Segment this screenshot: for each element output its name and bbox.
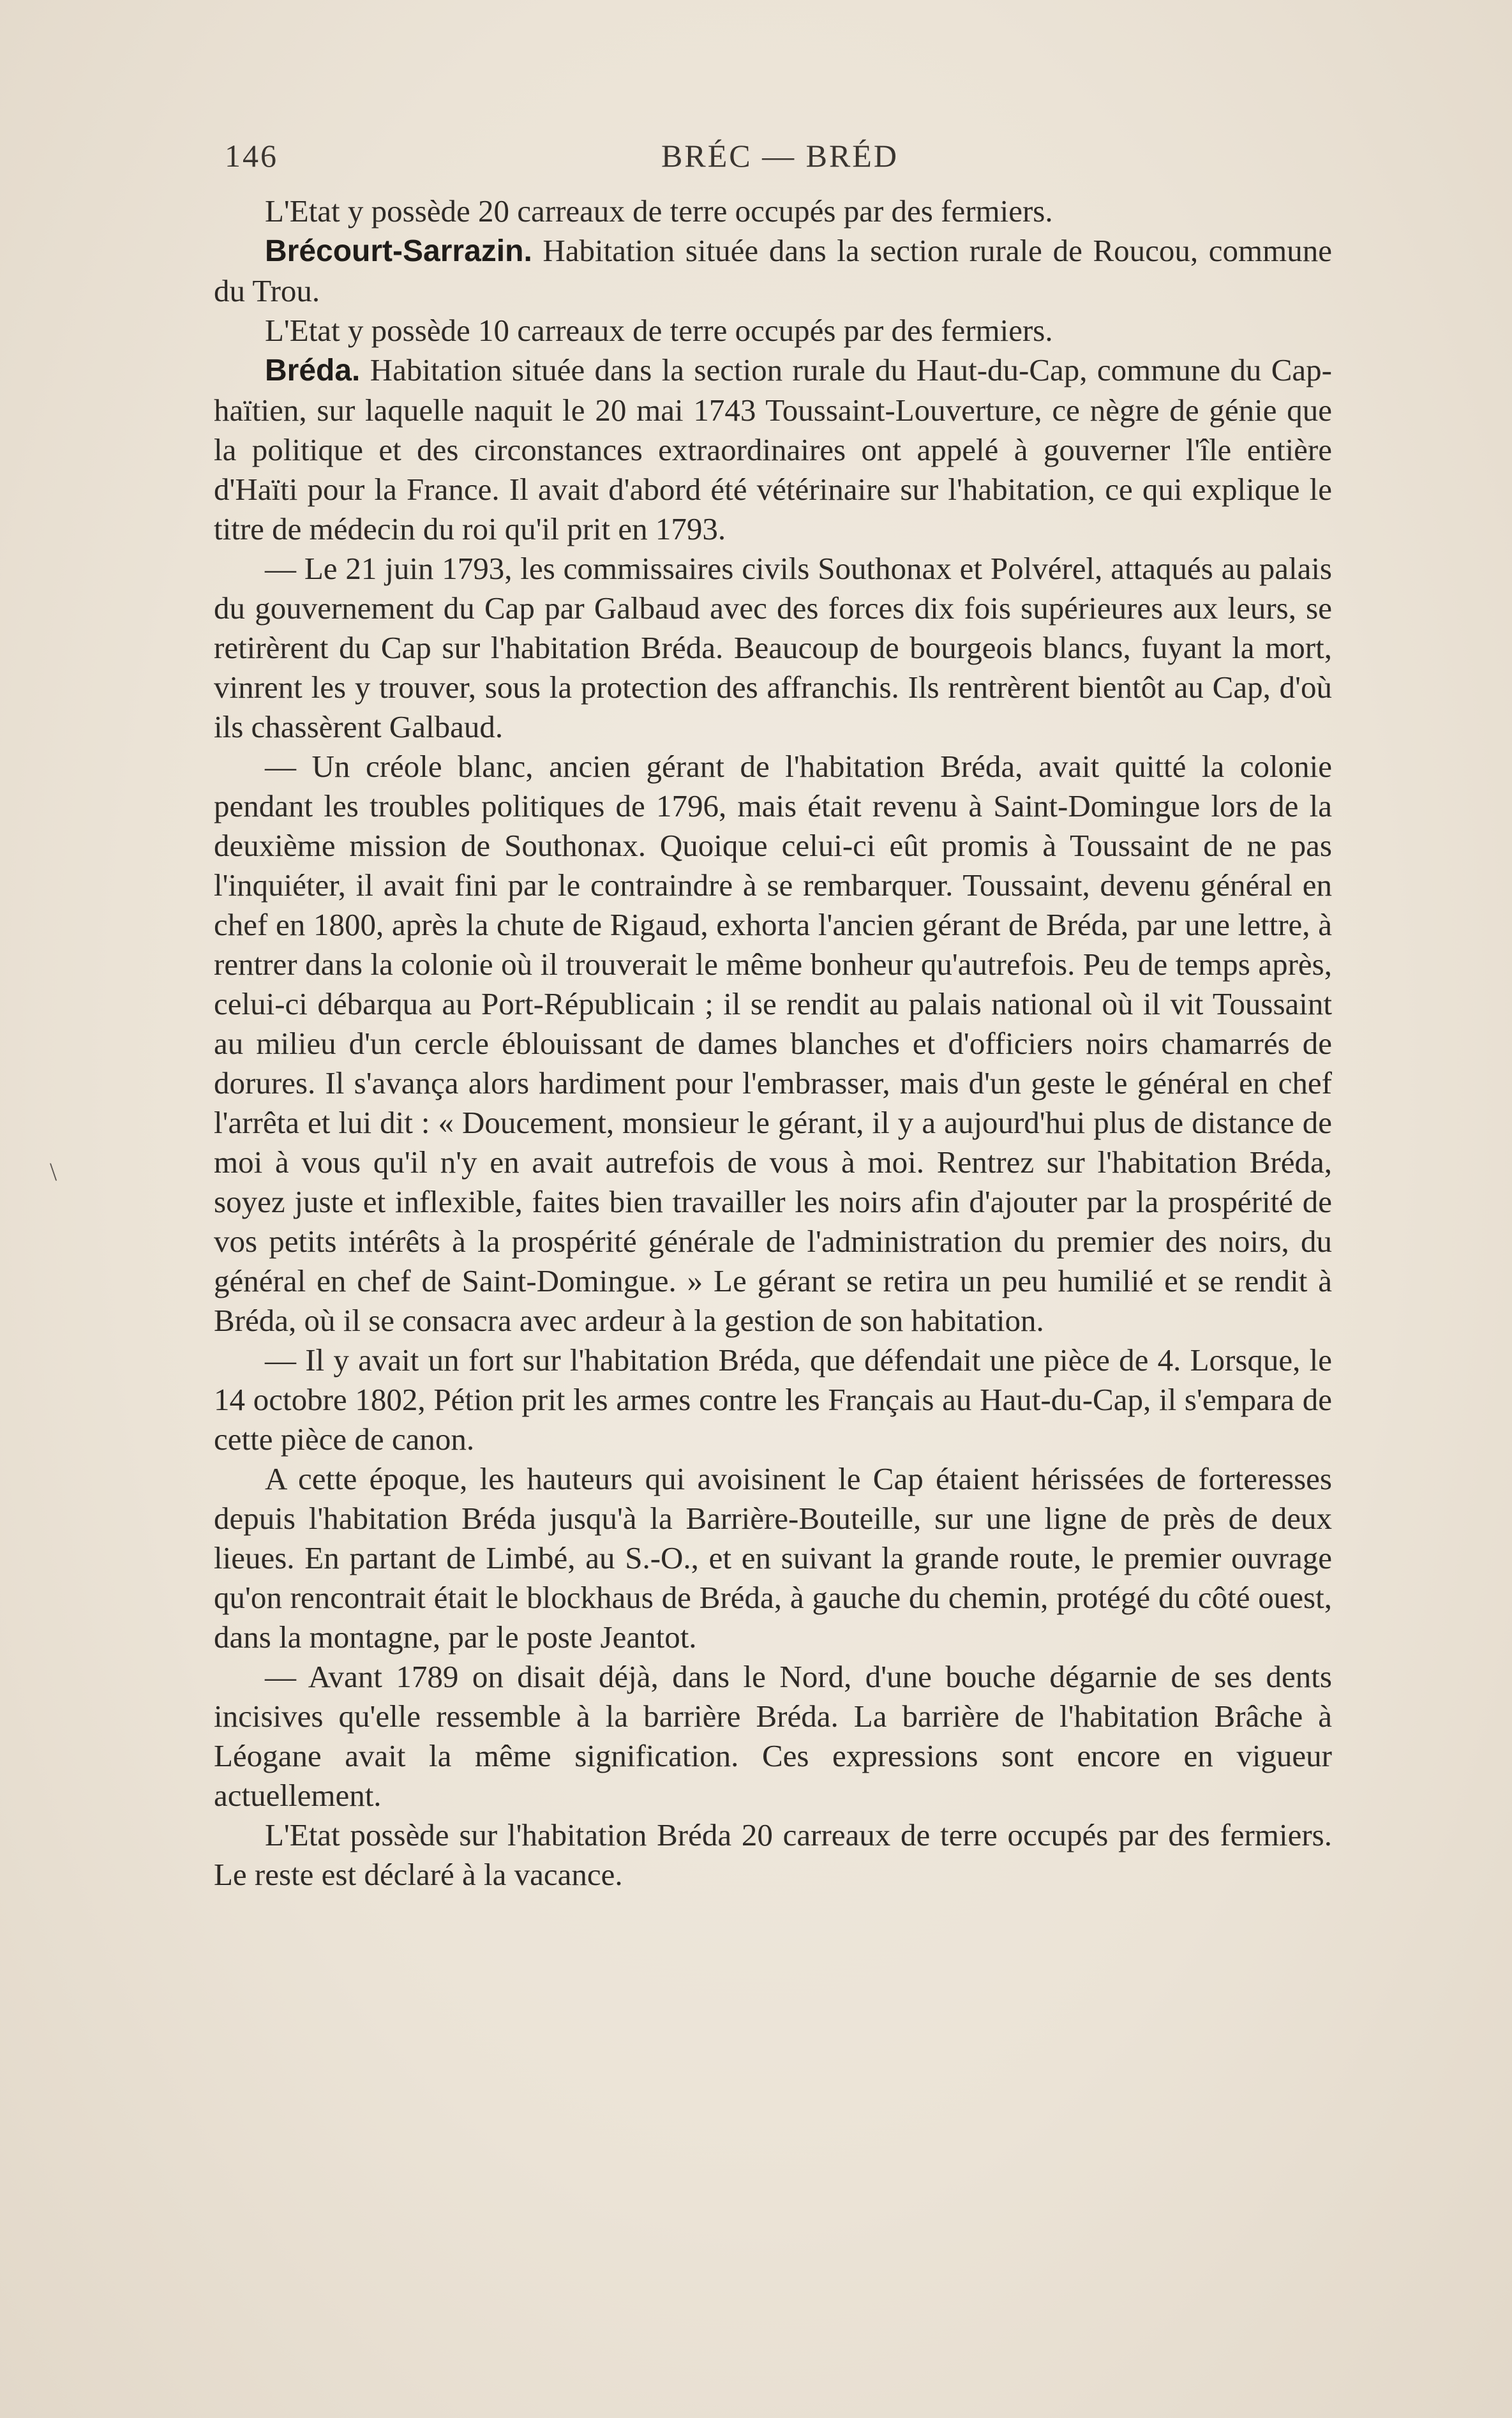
headword: Bréda.	[265, 354, 361, 387]
margin-mark: \	[50, 1157, 57, 1186]
page-header	[225, 137, 1335, 182]
paragraph-text: A cette époque, les hauteurs qui avoisinent le Cap étaient hérissées de forteresses depuis l'habitation Bréda jusqu'à la Barrière-Bouteille, sur une ligne de près de deux lieues. En partant de Limbé, au S.-O., et en suivant la grande route, le premier ouvrage qu'on rencontrait était le blockhaus de Bréda, à gauche du chemin, protégé du côté ouest, dans la montagne, par le poste Jeantot.	[214, 1461, 1332, 1655]
paragraph-brecourt-state-land	[214, 311, 1332, 350]
entry-breda	[214, 350, 1332, 549]
headword: Brécourt-Sarrazin.	[265, 234, 532, 268]
paragraph-text: L'Etat possède sur l'habitation Bréda 20 carreaux de terre occupés par des fermiers. Le reste est déclaré à la vacance.	[214, 1817, 1332, 1892]
paragraph-barriere-breda	[214, 1657, 1332, 1815]
paragraph-fortresses	[214, 1459, 1332, 1657]
paragraph-text: — Il y avait un fort sur l'habitation Bréda, que défendait une pièce de 4. Lorsque, le 14 octobre 1802, Pétion prit les armes contre les Français au Haut-du-Cap, il s'empara de cette pièce de canon.	[214, 1342, 1332, 1457]
text-block	[214, 191, 1332, 1895]
paragraph-creole-manager	[214, 747, 1332, 1340]
paragraph-text: L'Etat y possède 10 carreaux de terre occupés par des fermiers.	[265, 313, 1053, 348]
paragraph-text: — Un créole blanc, ancien gérant de l'habitation Bréda, avait quitté la colonie pendant les troubles politiques de 1796, mais était revenu à Saint-Domingue lors de la deuxième mission de Southonax. Quoique celui-ci eût promis à Toussaint de ne pas l'inquiéter, il avait fini par le contraindre à se rembarquer. Toussaint, devenu général en chef en 1800, après la chute de Rigaud, exhorta l'ancien gérant de Bréda, par une lettre, à rentrer dans la colonie où il trouverait le même bonheur qu'autrefois. Peu de temps après, celui-ci débarqua au Port-Républicain ; il se rendit au palais national où il vit Toussaint au milieu d'un cercle éblouissant de dames blanches et d'officiers noirs chamarrés de dorures. Il s'avança alors hardiment pour l'embrasser, mais d'un geste le général en chef l'arrêta et lui dit : « Doucement, monsieur le gérant, il y a aujourd'hui plus de distance de moi à vous qu'il n'y en avait autrefois de vous à moi. Rentrez sur l'habitation Bréda, soyez juste et inflexible, faites bien travailler les noirs afin d'ajouter par la prospérité de vos petits intérêts à la prospérité générale de l'administration du premier des noirs, du général en chef de Saint-Domingue. » Le gérant se retira un peu humilié et se rendit à Bréda, où il se consacra avec ardeur à la gestion de son habitation.	[214, 749, 1332, 1338]
entry-brecourt-sarrazin	[214, 231, 1332, 311]
paragraph-text: — Avant 1789 on disait déjà, dans le Nord, d'une bouche dégarnie de ses dents incisives qu'elle ressemble à la barrière Bréda. La barrière de l'habitation Brâche à Léogane avait la même signification. Ces expressions sont encore en vigueur actuellement.	[214, 1659, 1332, 1813]
running-head: BRÉC — BRÉD	[661, 138, 899, 174]
page-number: 146	[225, 138, 278, 174]
paragraph-text: Habitation située dans la section rurale de Roucou, commune du Trou.	[214, 233, 1332, 308]
paragraph-fort-breda	[214, 1340, 1332, 1459]
paragraph-text: Habitation située dans la section rurale du Haut-du-Cap, commune du Cap-haïtien, sur laquelle naquit le 20 mai 1743 Toussaint-Louverture, ce nègre de génie que la politique et des circonstances extraordinaires ont appelé à gouverner l'île entière d'Haïti pour la France. Il avait d'abord été vétérinaire sur l'habitation, ce qui explique le titre de médecin du roi qu'il prit en 1793.	[214, 352, 1332, 546]
paragraph-breda-state-land	[214, 1815, 1332, 1895]
paragraph-breconneau-state-land	[214, 191, 1332, 231]
paragraph-text: L'Etat y possède 20 carreaux de terre occupés par des fermiers.	[265, 193, 1053, 229]
paragraph-text: — Le 21 juin 1793, les commissaires civils Southonax et Polvérel, attaqués au palais du gouvernement du Cap par Galbaud avec des forces dix fois supérieures aux leurs, se retirèrent du Cap sur l'habitation Bréda. Beaucoup de bourgeois blancs, fuyant la mort, vinrent les y trouver, sous la protection des affranchis. Ils rentrèrent bientôt au Cap, d'où ils chassèrent Galbaud.	[214, 551, 1332, 744]
paragraph-june-1793	[214, 549, 1332, 747]
